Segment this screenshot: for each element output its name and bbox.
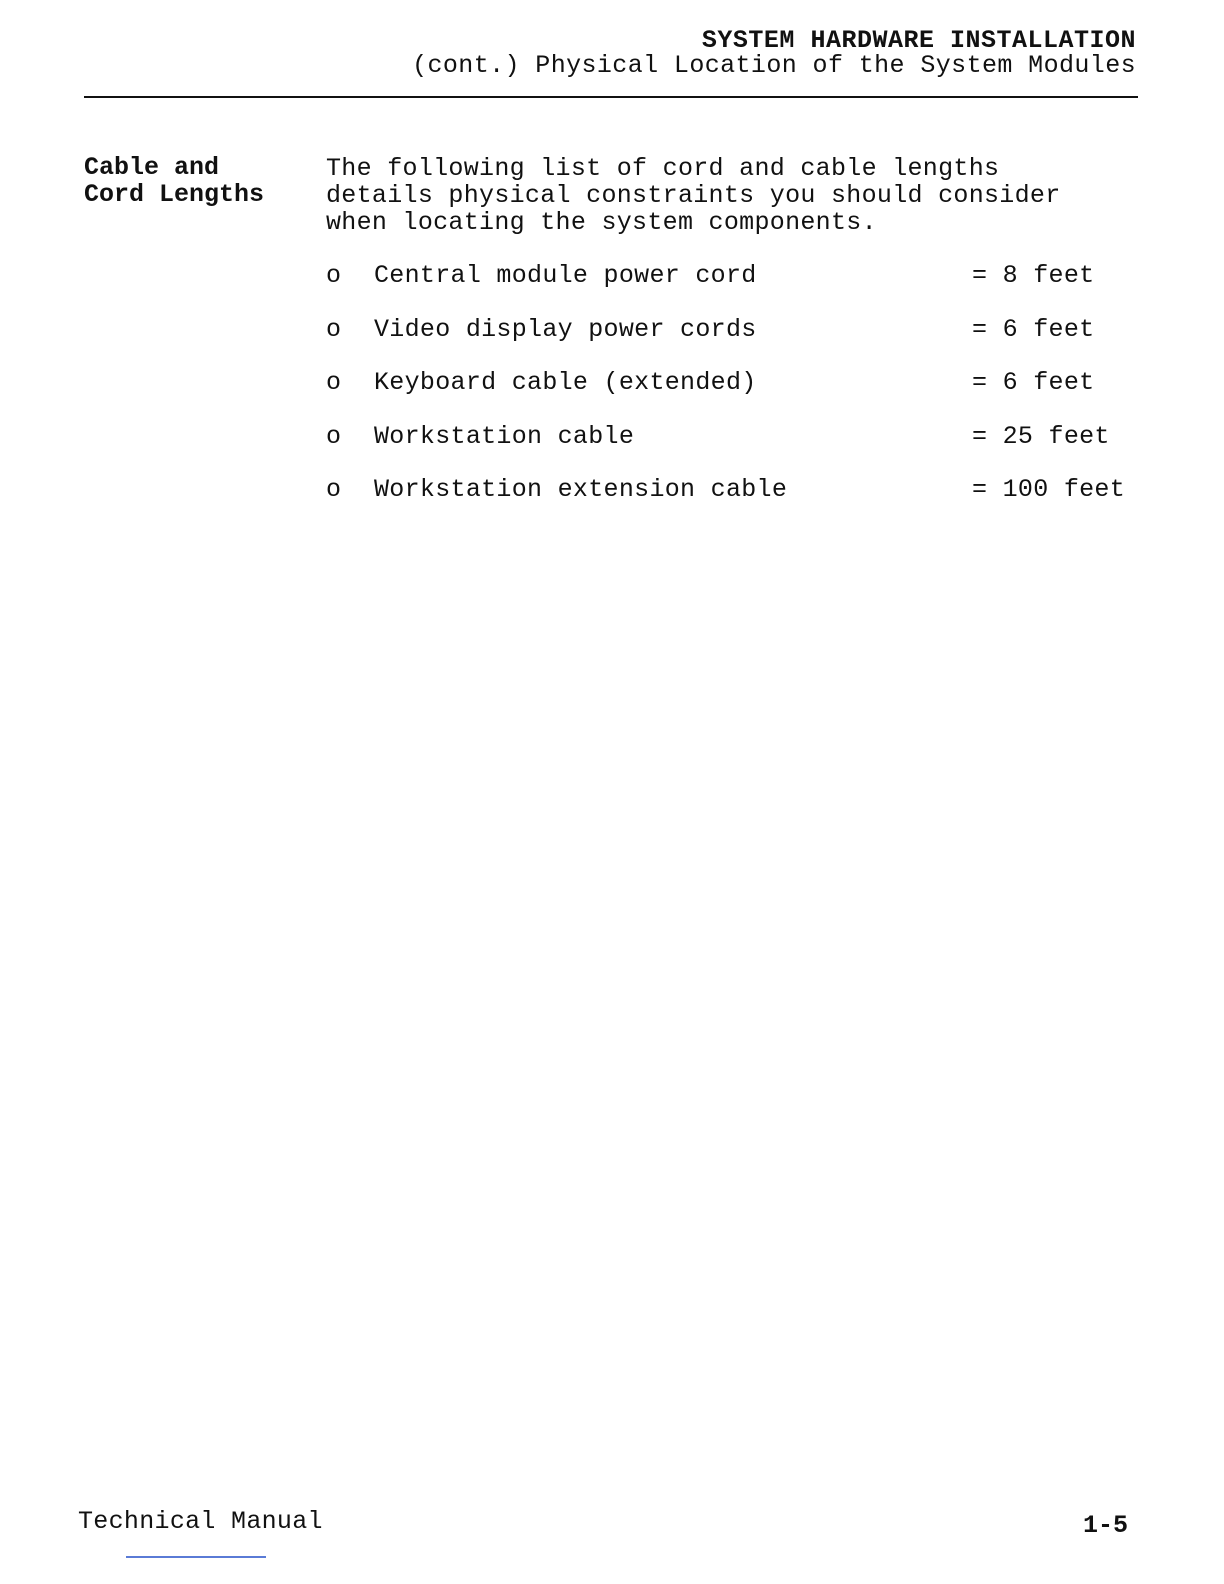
intro-line: when locating the system components. [326,208,877,237]
intro-line: details physical constraints you should consider [326,181,1061,210]
item-label: Workstation cable [374,421,635,451]
item-label: Keyboard cable (extended) [374,368,757,397]
list-item [326,423,1146,477]
bullet-icon: o [326,475,342,504]
section-heading-line: Cable and [84,153,220,182]
footer-page-number: 1-5 [1082,1511,1128,1540]
list-item [326,316,1146,370]
item-label: Workstation extension cable [374,475,788,504]
item-value: = 6 feet [972,314,1095,344]
section-heading [84,154,264,208]
item-label: Video display power cords [374,314,757,344]
item-value: = 8 feet [972,261,1095,290]
page-header [412,28,1136,79]
bullet-icon: o [326,421,342,451]
bullet-icon: o [326,261,342,290]
footer-mark [126,1556,266,1558]
cable-length-list [326,262,1146,530]
list-item [326,262,1146,316]
page-title: SYSTEM HARDWARE INSTALLATION [701,26,1136,55]
section-heading-line: Cord Lengths [84,180,265,209]
intro-line: The following list of cord and cable lengths [326,154,1000,183]
item-value: = 100 feet [972,475,1126,504]
header-divider [84,96,1138,98]
bullet-icon: o [326,368,342,397]
item-value: = 25 feet [972,421,1110,451]
item-label: Central module power cord [374,261,757,290]
intro-paragraph [326,155,1126,236]
footer-manual-name: Technical Manual [78,1507,323,1536]
list-item [326,369,1146,423]
page-subtitle: (cont.) Physical Location of the System Modules [412,51,1136,80]
list-item [326,476,1146,530]
item-value: = 6 feet [972,368,1095,397]
bullet-icon: o [326,314,342,344]
